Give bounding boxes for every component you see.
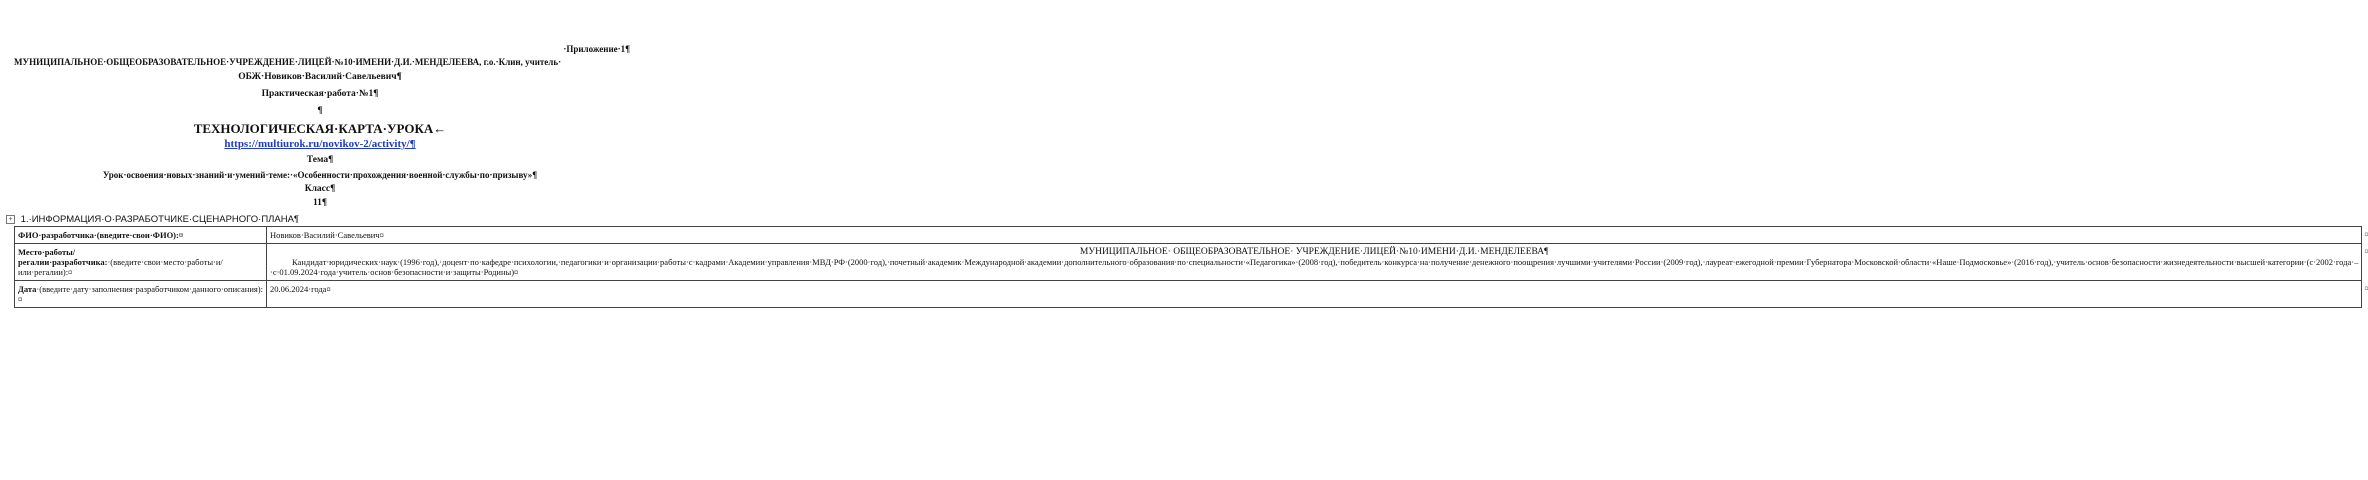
developer-info-table [14, 226, 2368, 308]
row-end-mark: ¤ [2364, 247, 2368, 256]
table-cell[interactable] [15, 281, 267, 308]
section-heading [6, 214, 626, 225]
table-move-handle-icon[interactable]: + [6, 215, 15, 224]
teacher-line: ОБЖ·Новиков·Василий·Савельевич¶ [238, 72, 402, 82]
table-cell[interactable] [15, 227, 267, 244]
document-title: ТЕХНОЛОГИЧЕСКАЯ·КАРТА·УРОКА← [193, 121, 447, 136]
table-row [15, 227, 2362, 244]
class-label: Класс¶ [304, 184, 336, 194]
workplace-label-bold: Место·работы/регалии·разработчика: [18, 247, 108, 267]
topic-label: Тема¶ [306, 155, 334, 165]
table-cell[interactable] [266, 281, 2368, 308]
class-value: 11¶ [312, 198, 328, 208]
activity-link[interactable]: https://multiurok.ru/novikov-2/activity/¶ [224, 138, 416, 150]
date-label-hint: ·(введите·дату·заполнения·разработчиком·данного·описания):¤ [18, 284, 263, 304]
table-row [15, 281, 2362, 308]
topic-text: Урок·освоения·новых·знаний·и·умений·теме:·«Особенности·прохождения·военной·службы·по·призыву»¶ [102, 170, 538, 180]
school-line: МУНИЦИПАЛЬНОЕ·ОБЩЕОБРАЗОВАТЕЛЬНОЕ·УЧРЕЖДЕНИЕ·ЛИЦЕЙ·№10·ИМЕНИ·Д.И.·МЕНДЕЛЕЕВА, г.о.·Клин, учитель· [14, 57, 562, 67]
regalia-text: Кандидат·юридических·наук·(1996·год),·доцент·по·кафедре·психологии,·педагогики·и·организации·работы·с·кадрами·Академии·управления·МВД·РФ·(2000·год),·почетный·академик·Международной·академии·дополнительного·образования·по·специальности·«Педагогика»·(2008·год),·победитель·конкурса·на·получение·денежного·поощрения·лучшими·учителями·России·(2009·год),·лауреат·ежегодной·премии·Губернатора·Московской·области·«Наше·Подмосковье»·(2016·год),·учитель·основ·безопасности·жизнедеятельности·высшей·категории·(с·2002·года·–·с·01.09.2024·года·учитель·основ·безопасности·и·защиты·Родины)¤ [269, 257, 2359, 277]
date-label-bold: Дата [18, 284, 37, 294]
fio-label: ФИО·разработчика·(введите·свои·ФИО):¤ [18, 230, 184, 240]
row-end-mark: ¤ [2364, 230, 2368, 239]
table-cell[interactable] [15, 244, 267, 281]
row-end-mark: ¤ [2364, 284, 2368, 293]
table-row [15, 244, 2362, 281]
organization-name: МУНИЦИПАЛЬНОЕ· ОБЩЕОБРАЗОВАТЕЛЬНОЕ· УЧРЕЖДЕНИЕ·ЛИЦЕЙ·№10·ИМЕНИ·Д.И.·МЕНДЕЛЕЕВА¶ [1079, 247, 1549, 257]
practical-work-line: Практическая·работа·№1¶ [261, 89, 379, 99]
appendix-label: ·Приложение·1¶ [563, 44, 630, 54]
empty-paragraph: ¶ [317, 106, 323, 116]
section-title: 1.·ИНФОРМАЦИЯ·О·РАЗРАБОТЧИКЕ·СЦЕНАРНОГО·ПЛАНА¶ [20, 214, 300, 225]
date-value: 20.06.2024·года¤ [269, 284, 331, 294]
table-cell[interactable] [266, 227, 2368, 244]
fio-value: Новиков·Василий·Савельевич¤ [269, 230, 384, 240]
workplace-label-hint: ·(введите·свои·место·работы·и/или·регалии):¤ [18, 257, 223, 277]
table-cell[interactable] [266, 244, 2368, 281]
